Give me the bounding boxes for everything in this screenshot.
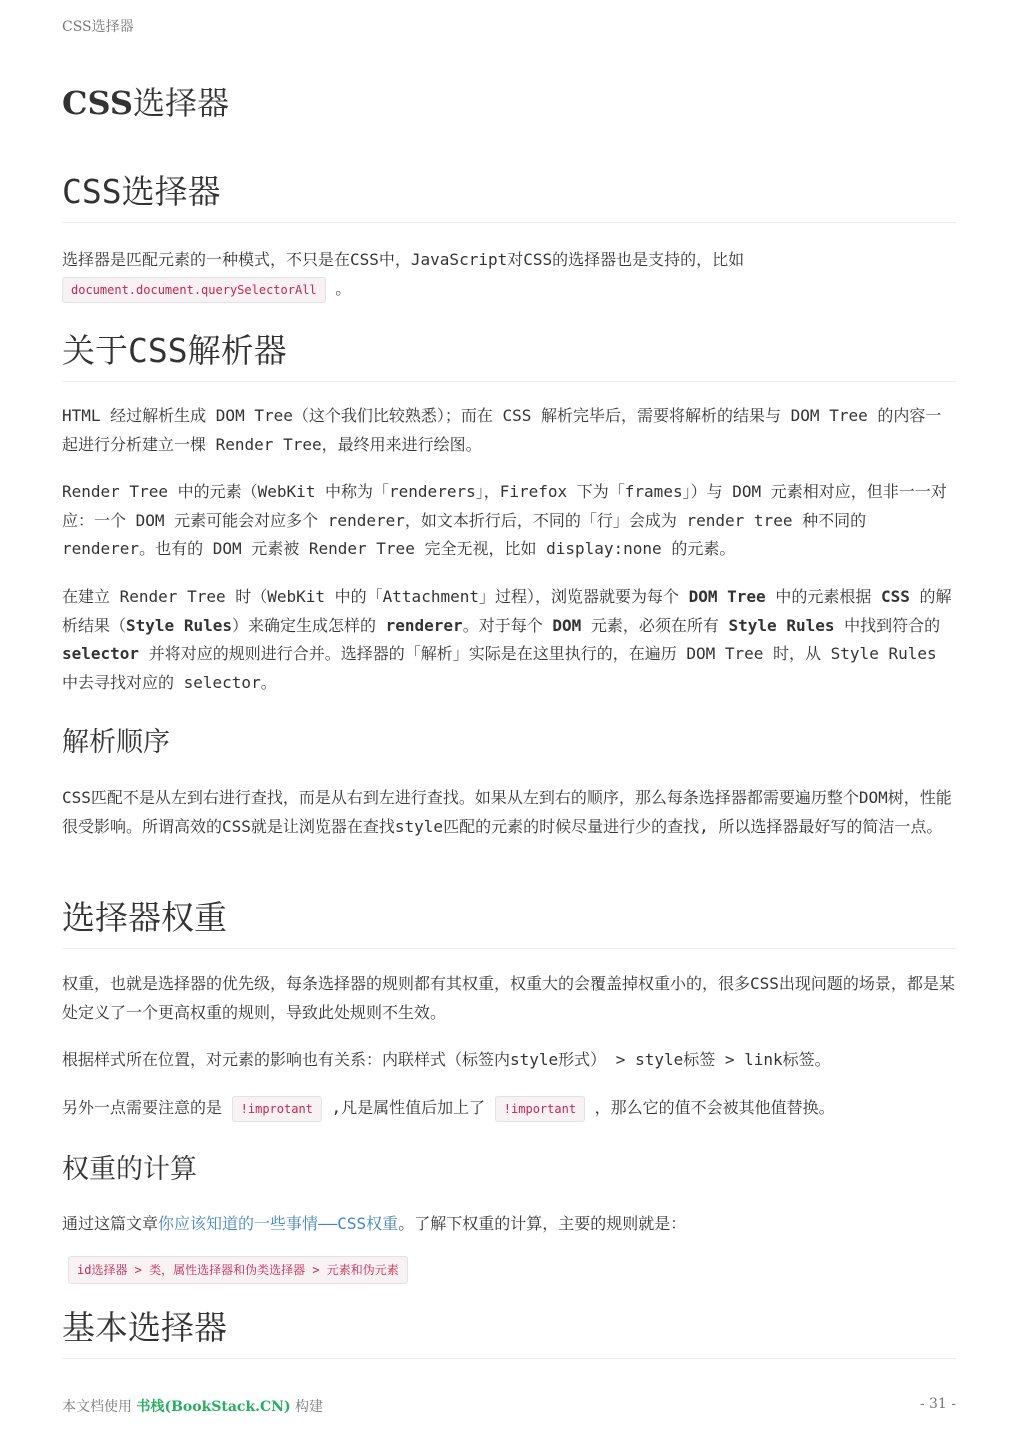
inline-code-queryselectorall: document.document.querySelectorAll (62, 277, 326, 303)
article-link[interactable]: 你应该知道的一些事情——CSS权重 (158, 1214, 399, 1233)
text-run: 中的元素根据 (765, 587, 881, 606)
page-footer (62, 1396, 956, 1416)
intro-text-end: 。 (335, 278, 352, 298)
inline-code-important: !important (495, 1096, 585, 1122)
specificity-rule-code: id选择器 > 类，属性选择器和伪类选择器 > 元素和伪元素 (68, 1256, 408, 1284)
intro-text: 选择器是匹配元素的一种模式，不只是在CSS中，JavaScript对CSS的选择器也是支持的，比如 (62, 250, 745, 269)
bold-run: Style Rules (728, 615, 835, 635)
parser-paragraph-3 (62, 583, 956, 697)
specificity-paragraph-2: 根据样式所在位置，对元素的影响也有关系：内联样式（标签内style形式） > style标签 > link标签。 (62, 1050, 831, 1069)
bold-run: Style Rules (126, 615, 232, 635)
bold-run: DOM Tree (688, 587, 766, 606)
text-run: 中找到符合的 (834, 615, 941, 635)
text-run: ，那么它的值不会被其他值替换。 (585, 1098, 835, 1117)
subheading-specificity-calc: 权重的计算 (62, 1154, 197, 1185)
text-run: 。对于每个 (462, 615, 553, 635)
document-title (62, 78, 229, 124)
document-title-bold: CSS (62, 84, 133, 122)
text-run: 元素，必须在所有 (581, 615, 729, 635)
footer-prefix: 本文档使用 (62, 1399, 137, 1415)
text-run: 另外一点需要注意的是 (62, 1098, 232, 1117)
footer-brand-link[interactable]: 书栈(BookStack.CN) (136, 1399, 291, 1415)
parser-paragraph-2: Render Tree 中的元素（WebKit 中称为「renderers」，Firefox 下为「frames」）与 DOM 元素相对应，但非一一对应：一个 DOM 元素可能会对应多个 renderer，如文本折行后，不同的「行」会成为 render tree 种不同的 renderer。也有的 DOM 元素被 Render Tree 完全无视，比如 display:none 的元素。 (62, 482, 947, 558)
document-title-rest: 选择器 (132, 84, 229, 122)
text-run: ,凡是属性值后加上了 (321, 1098, 495, 1117)
section-heading-css-selector: CSS选择器 (62, 172, 956, 223)
specificity-paragraph-1: 权重，也就是选择器的优先级，每条选择器的规则都有其权重，权重大的会覆盖掉权重小的，很多CSS出现问题的场景，都是某处定义了一个更高权重的规则，导致此处规则不生效。 (62, 974, 955, 1022)
specificity-paragraph-3 (62, 1094, 956, 1124)
subheading-parse-order: 解析顺序 (62, 727, 170, 758)
text-run: ）来确定生成怎样的 (231, 615, 386, 635)
parser-paragraph-1: HTML 经过解析生成 DOM Tree（这个我们比较熟悉）；而在 CSS 解析完毕后，需要将解析的结果与 DOM Tree 的内容一起进行分析建立一棵 Render Tree，最终用来进行绘图。 (62, 406, 942, 454)
bold-run: CSS (880, 587, 910, 606)
footer-suffix: 构建 (290, 1399, 324, 1415)
section-heading-basic-selectors: 基本选择器 (62, 1308, 956, 1359)
specificity-calc-paragraph (62, 1210, 956, 1239)
inline-code-improtant: !improtant (232, 1096, 322, 1122)
bold-run: DOM (552, 615, 582, 635)
text-run: 在建立 Render Tree 时（WebKit 中的「Attachment」过程），浏览器就要为每个 (62, 587, 689, 606)
text-run: 并将对应的规则进行合并。选择器的「解析」实际是在这里执行的，在遍历 DOM Tree 时，从 Style Rules 中去寻找对应的 selector。 (62, 644, 937, 692)
text-run: 通过这篇文章 (62, 1214, 159, 1233)
parse-order-paragraph: CSS匹配不是从左到右进行查找，而是从右到左进行查找。如果从左到右的顺序，那么每条选择器都需要遍历整个DOM树，性能很受影响。所谓高效的CSS就是让浏览器在查找style匹配的元素的时候尽量进行少的查找, 所以选择器最好写的简洁一点。 (62, 788, 952, 836)
text-run: 的解析结果（ (62, 587, 952, 635)
page-number: - 31 - (919, 1396, 956, 1412)
running-header: CSS选择器 (62, 19, 134, 35)
section-heading-specificity: 选择器权重 (62, 898, 956, 949)
intro-paragraph (62, 246, 956, 304)
bold-run: renderer (385, 615, 463, 635)
section-heading-css-parser: 关于CSS解析器 (62, 331, 956, 382)
bold-run: selector (62, 644, 140, 663)
text-run: 。了解下权重的计算，主要的规则就是： (398, 1214, 687, 1233)
